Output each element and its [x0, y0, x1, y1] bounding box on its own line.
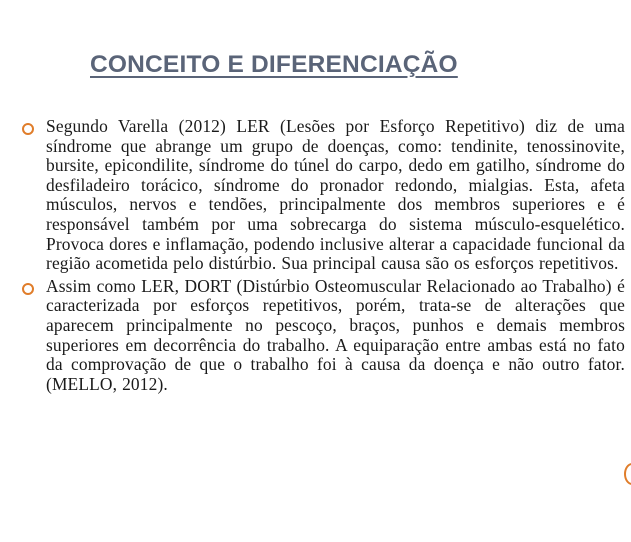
slide-title: CONCEITO E DIFERENCIAÇÃO — [90, 51, 458, 78]
bullet-ring-icon — [22, 123, 34, 135]
bullet-item-dort — [0, 277, 631, 395]
edge-ring-icon — [624, 463, 631, 485]
bullet-list — [0, 117, 631, 394]
bullet-item-ler — [0, 117, 631, 274]
bullet-ring-icon — [22, 283, 34, 295]
bullet-text-ler: Segundo Varella (2012) LER (Lesões por Esforço Repetitivo) diz de uma síndrome que abrange um grupo de doenças, como: tendinite, tenossinovite, bursite, epicondilite, síndrome do túnel do carpo, dedo em gatilho, síndrome do desfiladeiro torácico, síndrome do pronador redondo, mialgias. Esta, afeta músculos, nervos e tendões, principalmente dos membros superiores e é responsável também por uma sobrecarga do sistema músculo-esquelético. Provoca dores e inflamação, podendo inclusive alterar a capacidade funcional da região acometida pelo distúrbio. Sua principal causa são os esforços repetitivos. — [46, 116, 625, 274]
bullet-text-dort: Assim como LER, DORT (Distúrbio Osteomuscular Relacionado ao Trabalho) é caracterizada por esforços repetitivos, porém, trata-se de alterações que aparecem principalmente no pescoço, braços, punhos e demais membros superiores em decorrência do trabalho. A equiparação entre ambas está no fato da comprovação de que o trabalho foi à causa da doença e não outro fator. (MELLO, 2012). — [46, 275, 625, 394]
